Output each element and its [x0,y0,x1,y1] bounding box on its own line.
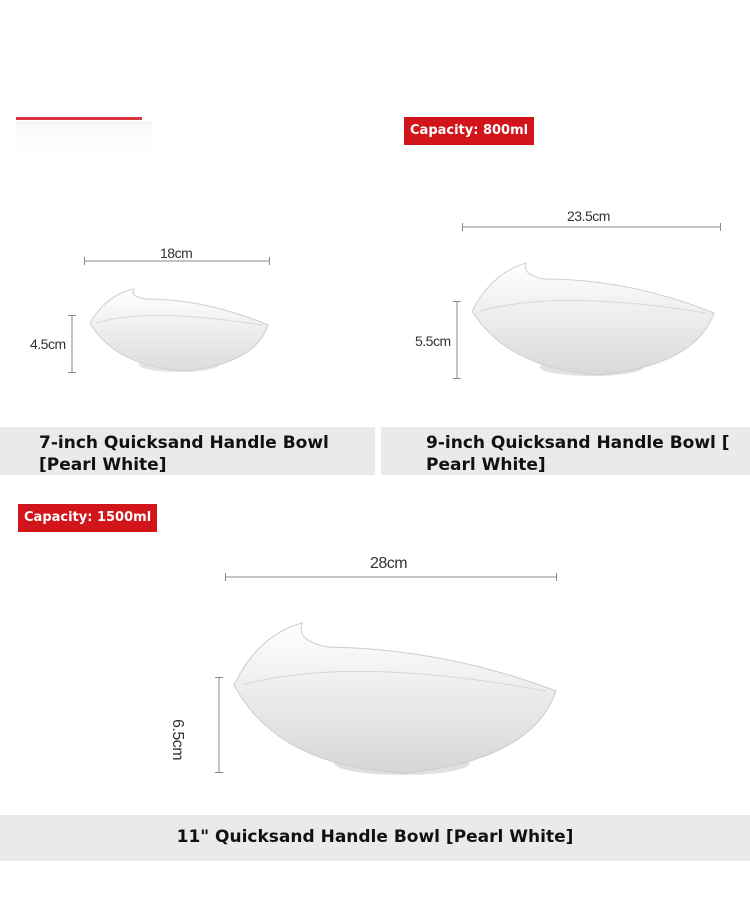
capacity-badge-placeholder [16,117,142,120]
height-dimension-line [68,315,76,373]
width-dimension-line [225,573,557,581]
width-dimension-line [84,257,270,265]
capacity-badge: Capacity: 1500ml [18,504,157,532]
height-dimension-line [453,301,461,379]
product-caption-9inch [381,427,750,475]
product-title: 9-inch Quicksand Handle Bowl [ Pearl White] [426,433,730,475]
bowl-image-7inch [86,285,272,375]
height-dimension-line [215,677,223,773]
product-caption-7inch [0,427,375,475]
height-dimension-label: 4.5cm [30,336,66,352]
width-dimension-label: 23.5cm [567,208,610,224]
product-panel-9inch [381,93,750,425]
product-panel-11inch [0,481,750,813]
product-caption-11inch [0,815,750,861]
width-dimension-line [462,223,721,231]
bowl-image-9inch [470,261,716,379]
height-dimension-label: 6.5cm [169,719,186,761]
product-title: 7-inch Quicksand Handle Bowl [Pearl White] [39,433,329,475]
width-dimension-label: 28cm [370,555,408,572]
capacity-badge: Capacity: 800ml [404,117,534,145]
capacity-badge-fade [16,121,152,151]
width-dimension-label: 18cm [160,245,193,261]
bowl-image-11inch [232,621,558,779]
product-title: 11" Quicksand Handle Bowl [Pearl White] [176,827,574,847]
height-dimension-label: 5.5cm [415,333,451,349]
product-panel-7inch [0,93,375,425]
